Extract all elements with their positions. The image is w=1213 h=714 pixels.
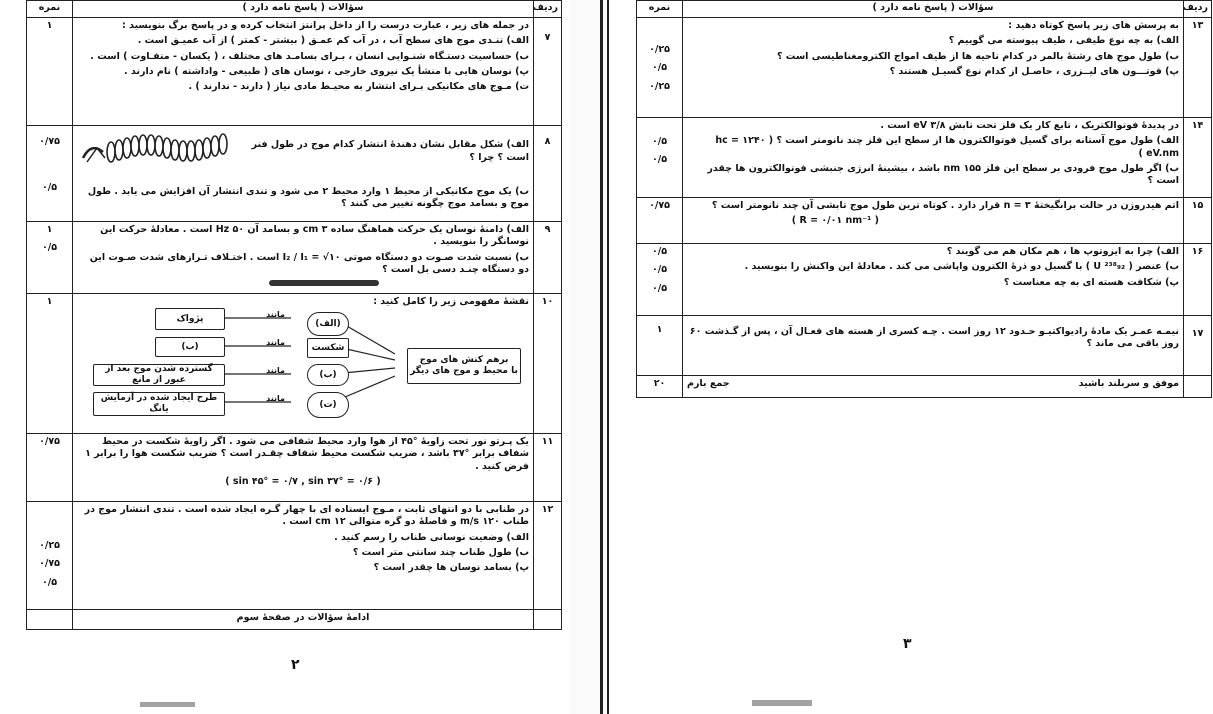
concept-map-answer-blank: (ب)	[155, 337, 225, 357]
row-header: ردیف	[534, 1, 562, 18]
score-header: نمره	[27, 1, 73, 18]
spring-wave-illustration	[77, 128, 233, 172]
row-header: ردیف	[1184, 1, 1212, 18]
question-row	[637, 244, 1212, 316]
footer-empty-cell	[1184, 376, 1212, 398]
question-text: الف) تنـدی موج های سطح آب ، در آب کم عمـق ( بیشتر - کمتر ) از آب عمیـق است .	[137, 35, 529, 47]
concept-map-answer-echo: پژواک	[155, 308, 225, 330]
score-value: ۱	[656, 324, 663, 335]
question-text: در طنابی با دو انتهای ثابت ، مـوج ایستاده ای با چهار گـره ایجاد شده است . تندی انتشار موج در طناب ۱۲۰ m/s و فاصلهٔ دو گره متوالی ۱۲ cm است .	[84, 504, 529, 528]
scan-artifact	[140, 702, 195, 707]
question-text: پ) نوسان هایی با منشأ یک نیروی خارجی ، نوسان های ( طبیعی - واداشته ) نام دارند .	[124, 66, 529, 78]
question-body	[683, 244, 1184, 316]
concept-map-node-be: (ب)	[307, 364, 349, 386]
score-value: ۰/۲۵	[649, 44, 670, 55]
question-body	[73, 222, 534, 294]
concept-map-answer-young: طرح ایجاد شده در آزمایش یانگ	[93, 392, 225, 416]
concept-map-link-label: مانند	[266, 338, 285, 348]
question-text: الف) به چه نوع طیفی ، طیف پیوسته می گوییم ؟	[948, 35, 1179, 47]
question-body	[73, 502, 534, 610]
question-text: یک پـرتو نور تحت زاویهٔ °۴۵ از هوا وارد محیط شفافی می شود . اگر زاویهٔ شکست در محیط شفاف برابر °۳۷ باشد ، ضریب شکست محیط شفاف چقـدر است ؟ ضریب شکست هوا را برابر ۱ فرض کنید .	[85, 436, 529, 472]
page-number: ۳	[903, 636, 912, 652]
question-number: ۹	[534, 222, 562, 294]
question-row	[27, 502, 562, 610]
score-value: ۱	[46, 224, 53, 235]
question-score	[27, 18, 73, 126]
question-row	[637, 316, 1212, 376]
exam-page-two	[26, 0, 562, 630]
question-number: ۷	[534, 18, 562, 126]
score-value: ۰/۵	[41, 576, 58, 588]
score-value: ۰/۷۵	[39, 558, 60, 570]
question-row	[27, 294, 562, 434]
question-number: ۱۴	[1184, 118, 1212, 198]
question-text: ب) طول موج های رشتهٔ بالمر در کدام ناحیه ها از طیف امواج الکترومغناطیسی است ؟	[776, 50, 1179, 62]
question-body	[683, 18, 1184, 118]
question-score	[637, 198, 683, 244]
question-row	[27, 222, 562, 294]
question-score	[27, 126, 73, 222]
question-number: ۱۶	[1184, 244, 1212, 316]
score-value: ۰/۵	[651, 154, 668, 166]
score-value: ۰/۵	[41, 182, 58, 194]
question-score	[27, 294, 73, 434]
question-number: ۱۵	[1184, 198, 1212, 244]
question-text: پ) شکافت هسته ای به چه معناست ؟	[1003, 276, 1179, 288]
score-value: ۰/۷۵	[39, 136, 60, 147]
footer-cell	[683, 376, 1184, 398]
question-number: ۸	[534, 126, 562, 222]
scan-artifact	[752, 700, 812, 706]
question-text: ت) مـوج های مکانیکی بـرای انتشار به محیـط مادی نیاز ( دارند - ندارند ) .	[188, 81, 529, 93]
question-text: الف) دامنهٔ نوسان یک حرکت هماهنگ ساده ۳ cm و بسامد آن ۵۰ Hz است . معادلهٔ حرکت این نوسانگر را بنویسید .	[100, 224, 529, 248]
question-score	[27, 222, 73, 294]
question-text: پ) بسامد نوسان ها چقدر است ؟	[373, 562, 529, 574]
question-score	[637, 118, 683, 198]
question-number: ۱۳	[1184, 18, 1212, 118]
question-table	[636, 0, 1212, 398]
question-score	[637, 244, 683, 316]
score-value: ۰/۵	[651, 246, 668, 257]
binding-edge-line	[607, 0, 609, 714]
closing-wish: موفق و سربلند باشید	[1078, 378, 1179, 389]
question-text: ب) طول طناب چند سانتی متر است ؟	[352, 547, 529, 559]
question-number: ۱۱	[534, 434, 562, 502]
questions-header: سؤالات ( پاسخ نامه دارد )	[683, 1, 1184, 18]
question-text: به پرسش های زیر پاسخ کوتاه دهید :	[1008, 20, 1179, 31]
footer-empty-cell	[534, 610, 562, 630]
question-text: نیمـه عمـر یک مادهٔ رادیواکتیـو حـدود ۱۲ روز است . چـه کسری از هسته های فعـال آن ، پس از گـذشت ۶۰ روز باقی می ماند ؟	[689, 326, 1179, 350]
question-row	[637, 198, 1212, 244]
question-hint: ( sin ۴۵° = ۰/۷ , sin ۳۷° = ۰/۶ )	[225, 476, 381, 488]
score-value: ۰/۷۵	[649, 200, 670, 211]
question-number: ۱۰	[534, 294, 562, 434]
score-value: ۰/۲۵	[39, 540, 60, 551]
question-body	[73, 294, 534, 434]
concept-map	[77, 312, 529, 424]
question-text: ب) یک موج مکانیکی از محیط ۱ وارد محیط ۲ می شود و تندی انتشار آن افزایش می یابد . طول موج و بسامد موج چگونه تغییر می کنند ؟	[87, 186, 529, 210]
concept-map-node-te: (ت)	[307, 392, 349, 418]
score-header: نمره	[637, 1, 683, 18]
ink-smudge	[269, 280, 379, 286]
score-value: ۰/۵	[651, 136, 668, 147]
question-body	[73, 18, 534, 126]
concept-map-link-label: مانند	[266, 394, 285, 404]
question-row	[27, 126, 562, 222]
footer-row	[637, 376, 1212, 398]
question-text: ب) نسبت شدت صـوت دو دستگاه صوتی I₂ / I₁ = √۱۰ است . اختـلاف تـرازهای شدت صـوت این دو دستگاه چنـد دسی بل است ؟	[89, 251, 529, 276]
question-text: الف) شکل مقابل نشان دهندهٔ انتشار کدام موج در طول فنر است ؟ چرا ؟	[251, 139, 529, 163]
continuation-note: ادامهٔ سؤالات در صفحهٔ سوم	[73, 610, 534, 630]
concept-map-center-node: برهم کنش های موج با محیط و موج های دیگر	[407, 348, 521, 384]
concept-map-link-label: مانند	[266, 310, 285, 320]
questions-header: سؤالات ( پاسخ نامه دارد )	[73, 1, 534, 18]
question-text: ب) اگر طول موج فرودی بر سطح این فلز ۱۵۵ nm باشد ، بیشینهٔ انرژی جنبشی فوتوالکترون ها چقدر است ؟	[707, 163, 1179, 187]
question-row	[637, 118, 1212, 198]
question-text: پ) فوتـــون های لیــزری ، حاصـل از کدام نوع گسیـل هستند ؟	[889, 66, 1179, 78]
score-value: ۰/۵	[41, 242, 58, 254]
footer-row	[27, 610, 562, 630]
question-table	[26, 0, 562, 630]
question-body	[683, 118, 1184, 198]
question-text: اتم هیدروژن در حالت برانگیختهٔ n = ۳ قرار دارد . کوتاه ترین طول موج تابشی آن چند نانومتر است ؟	[711, 200, 1179, 211]
exam-page-three	[636, 0, 1212, 398]
score-value: ۰/۲۵	[649, 80, 670, 92]
score-value: ۰/۵	[651, 282, 668, 294]
question-text: ب) عنصر ( U ²³⁸₉₂ ) با گسیل دو ذرهٔ الکترون واپاشی می کند . معادلهٔ این واکنش را بنویسید .	[744, 261, 1179, 273]
question-text: الف) طول موج آستانه برای گسیل فوتوالکترون ها از سطح این فلز چند نانومتر است ؟ ( hc = ۱۲۴۰ eV.nm )	[715, 135, 1179, 159]
score-value: ۱	[46, 20, 53, 31]
score-value: ۱	[46, 296, 53, 307]
question-row	[637, 18, 1212, 118]
score-value: ۰/۷۵	[39, 436, 60, 447]
concept-map-node-alef: (الف)	[307, 312, 349, 336]
question-text: الف) چرا به ایزوتوپ ها ، هم مکان هم می گویند ؟	[946, 246, 1179, 257]
concept-map-answer-diffraction: گسترده شدن موج بعد از عبور از مانع	[93, 364, 225, 386]
question-body	[683, 316, 1184, 376]
page-number: ۲	[291, 657, 300, 673]
question-text: الف) وضعیت نوسانی طناب را رسم کنید .	[334, 531, 529, 543]
concept-map-node-refraction: شکست	[307, 338, 349, 358]
question-row	[27, 434, 562, 502]
score-value: ۰/۵	[651, 264, 668, 276]
question-score	[27, 502, 73, 610]
concept-map-link-label: مانند	[266, 366, 285, 376]
question-number: ۱۷	[1184, 316, 1212, 376]
score-value: ۰/۵	[651, 62, 668, 74]
question-row	[27, 18, 562, 126]
question-text: در پدیدهٔ فوتوالکتریک ، تابع کار یک فلز تحت تابش ۳/۸ eV است .	[880, 120, 1179, 131]
footer-empty-cell	[27, 610, 73, 630]
total-score: ۲۰	[637, 376, 683, 398]
question-text: در جمله های زیر ، عبارت درست را از داخل پرانتز انتخاب کرده و در پاسخ برگ بنویسید :	[122, 20, 529, 31]
question-body	[73, 126, 534, 222]
question-score	[637, 18, 683, 118]
total-score-label: جمع بارم	[687, 378, 730, 389]
question-body	[683, 198, 1184, 244]
question-text: نقشهٔ مفهومی زیر را کامل کنید :	[373, 296, 529, 307]
question-number: ۱۲	[534, 502, 562, 610]
question-score	[637, 316, 683, 376]
question-body	[73, 434, 534, 502]
question-text: ب) حساسیت دستـگاه شنـوایی انسان ، بـرای بسامـد های مختلف ، ( یکسان - متفـاوت ) است .	[90, 50, 529, 62]
question-score	[27, 434, 73, 502]
binding-edge-line	[600, 0, 603, 714]
question-hint: ( R = ۰/۰۱ nm⁻¹ )	[791, 215, 879, 227]
